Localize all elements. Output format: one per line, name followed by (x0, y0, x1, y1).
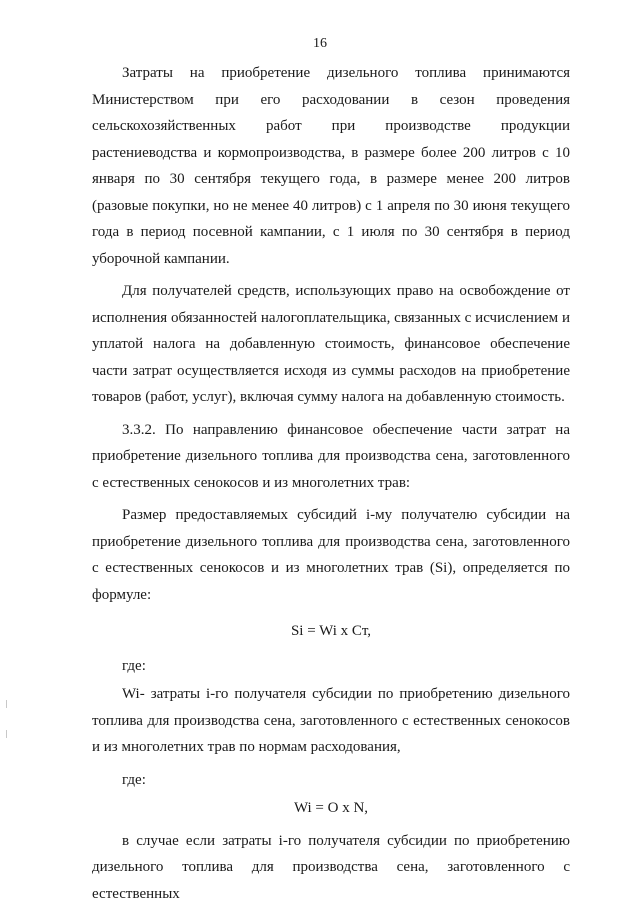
paragraph-cost-case: в случае если затраты i-го получателя субсидии по приобретению дизельного топлива для производства сена, заготовленного с естественных (92, 828, 570, 907)
paragraph-wi-definition: Wi- затраты i-го получателя субсидии по приобретению дизельного топлива для производства сена, заготовленного с естественных сенокосов и из многолетних трав по нормам расходования, (92, 681, 570, 761)
document-body (92, 60, 570, 907)
paragraph-fuel-cost-acceptance: Затраты на приобретение дизельного топлива принимаются Министерством при его расходовании в сезон проведения сельскохозяйственных работ при производстве продукции растениеводства и кормопроизводства, в размере более 200 литров с 10 января по 30 сентября текущего года, в размере менее 200 литров (разовые покупки, но не менее 40 литров) с 1 апреля по 30 июня текущего года в период посевной кампании, с 1 июля по 30 сентября в период уборочной кампании. (92, 60, 570, 272)
where-label-2: где: (92, 767, 570, 794)
scan-artifact (6, 700, 7, 708)
formula-si: Si = Wi x Cт, (92, 618, 570, 645)
page-number: 16 (0, 36, 640, 52)
formula-wi: Wi = O x N, (92, 795, 570, 822)
paragraph-section-3-3-2: 3.3.2. По направлению финансовое обеспечение части затрат на приобретение дизельного топлива для производства сена, заготовленного с естественных сенокосов и из многолетних трав: (92, 417, 570, 497)
scan-artifact (6, 730, 7, 738)
paragraph-vat-exemption: Для получателей средств, использующих право на освобождение от исполнения обязанностей налогоплательщика, связанных с исчислением и уплатой налога на добавленную стоимость, финансовое обеспечение части затрат осуществляется исходя из суммы расходов на приобретение товаров (работ, услуг), включая сумму налога на добавленную стоимость. (92, 278, 570, 411)
paragraph-subsidy-size: Размер предоставляемых субсидий i-му получателю субсидии на приобретение дизельного топлива для производства сена, заготовленного с естественных сенокосов и из многолетних трав (Si), определяется по формуле: (92, 502, 570, 608)
where-label-1: где: (92, 653, 570, 680)
